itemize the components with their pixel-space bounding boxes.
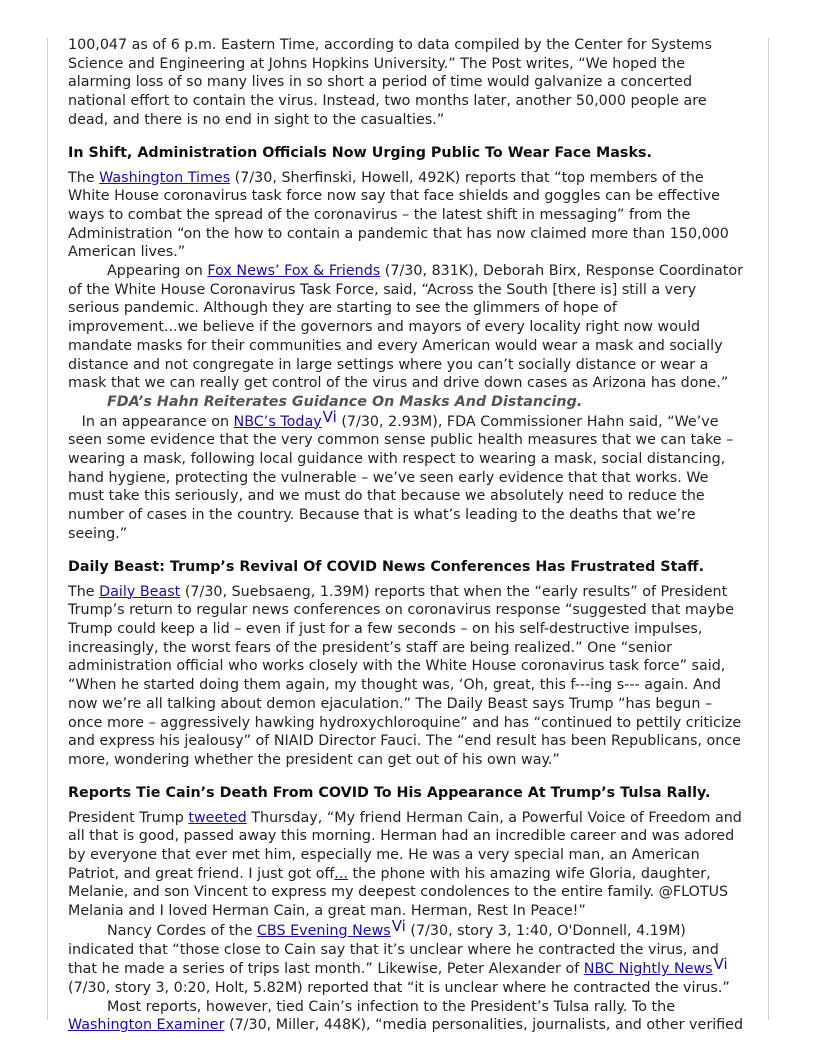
paragraph: FDA’s Hahn Reiterates Guidance On Masks And Distancing. In an appearance on NBC’s TodayVi (7/30, 2.93M), FDA Commissioner Hahn said, “We’ve seen some evidence that the very common sense public health measures that we can take – wearing a mask, following local guidance with respect to wearing a mask, social distancing, hand hygiene, protecting the vulnerable – we’ve seen early evidence that that works. We must take this seriously, and we must do that because we absolutely need to reduce the number of cases in the country. Because that is what’s leading to the deaths that we’re seeing.” — [68, 393, 734, 542]
article-face-masks — [68, 144, 748, 544]
source-link-washington-examiner[interactable]: Washington Examiner — [68, 1017, 225, 1034]
headline-daily-beast: Daily Beast: Trump’s Revival Of COVID News Conferences Has Frustrated Staff. — [68, 558, 705, 575]
tweet-more-link[interactable]: ... — [334, 865, 348, 882]
paragraph: Nancy Cordes of the CBS Evening NewsVi (7/30, story 3, 1:40, O'Donnell, 4.19M) indicated that “those close to Cain say that it’s unclear where he contracted the virus, and that he made a series of trips last month.” Likewise, Peter Alexander of NBC Nightly NewsVi (7/30, story 3, 0:20, Holt, 5.82M) reported that “it is unclear where he contracted the virus.” — [68, 916, 730, 996]
paragraph: The Washington Times (7/30, Sherfinski, Howell, 492K) reports that “top members of the White House coronavirus task force now say that face shields and goggles can be effective ways to combat the spread of the coronavirus – the latest shift in messaging” from the Administration “on the how to contain a pandemic that has now claimed more than 150,000 American lives.” — [68, 169, 729, 261]
paragraph: Appearing on Fox News’ Fox & Friends (7/30, 831K), Deborah Birx, Response Coordinator of the White House Coronavirus Task Force, said, “Across the South [there is] still a very serious pandemic. Although they are starting to see the glimmers of hope of improvement...we believe if the governors and mayors of every locality right now would mandate masks for their communities and every American would wear a mask and socially distance and not congregate in large settings where you can’t socially distance or wear a mask that we can really get control of the virus and drive down cases as Arizona has done.” — [68, 263, 744, 392]
right-margin-rule — [768, 38, 769, 1020]
paragraph: The Daily Beast (7/30, Suebsaeng, 1.39M) reports that when the “early results” of President Trump’s return to regular news conferences on coronavirus response “suggested that maybe Trump could keep a lid – even if just for a few seconds – on his self-destructive impulses, increasingly, the worst fears of the president’s staff are being realized.” One “senior administration official who works closely with the White House coronavirus task force” said, “When he started doing them again, my thought was, ‘Oh, great, this f---ing s--- again. And now we’re all talking about demon ejaculation.” The Daily Beast says Trump “has begun – once more – aggressively hawking hydroxychloroquine” and has “continued to pettily criticize and express his jealousy” of NIAID Director Fauci. The “end result has been Republicans, once more, wondering whether the president can get out of his own way.” — [68, 583, 742, 768]
headline-herman-cain: Reports Tie Cain’s Death From COVID To His Appearance At Trump’s Tulsa Rally. — [68, 784, 711, 801]
source-link-washington-times[interactable]: Washington Times — [99, 169, 231, 186]
left-margin-rule — [47, 38, 48, 1020]
paragraph: Most reports, however, tied Cain’s infection to the President’s Tulsa rally. To the Washington Examiner (7/30, Miller, 448K), “media personalities, journalists, and other verified — [68, 998, 744, 1034]
continued-paragraph: 100,047 as of 6 p.m. Eastern Time, according to data compiled by the Center for Systems Science and Engineering at Johns Hopkins University.” The Post writes, “We hoped the alarming loss of so many lives in so short a period of time would galvanize a concerted national effort to contain the virus. Instead, two months later, another 50,000 people are dead, and there is no end in sight to the casualties.” — [68, 37, 712, 128]
source-link-fox-and-friends[interactable]: Fox News’ Fox & Friends — [207, 263, 381, 280]
paragraph: President Trump tweeted Thursday, “My friend Herman Cain, a Powerful Voice of Freedom and all that is good, passed away this morning. Herman had an incredible career and was adored by everyone that ever met him, especially me. He was a very special man, an American Patriot, and great friend. I just got off... the phone with his amazing wife Gloria, daughter, Melanie, and son Vincent to express my deepest condolences to the entire family. @FLOTUS Melania and I loved Herman Cain, a great man. Herman, Rest In Peace!” — [68, 809, 742, 920]
video-icon[interactable]: Vi — [713, 955, 728, 974]
source-link-cbs-evening-news[interactable]: CBS Evening News — [256, 922, 391, 939]
document-page — [68, 36, 748, 1035]
source-link-nbc-today[interactable]: NBC’s Today — [233, 413, 322, 430]
video-icon[interactable]: Vi — [322, 407, 337, 426]
subheadline-fda-hahn: FDA’s Hahn Reiterates Guidance On Masks And Distancing. — [107, 393, 583, 410]
headline-face-masks: In Shift, Administration Officials Now Urging Public To Wear Face Masks. — [68, 144, 652, 161]
article-daily-beast — [68, 558, 748, 770]
article-herman-cain — [68, 784, 748, 1035]
source-link-daily-beast[interactable]: Daily Beast — [99, 583, 181, 600]
video-icon[interactable]: Vi — [391, 916, 406, 935]
source-link-nbc-nightly-news[interactable]: NBC Nightly News — [583, 961, 713, 978]
source-link-tweeted[interactable]: tweeted — [188, 809, 247, 826]
